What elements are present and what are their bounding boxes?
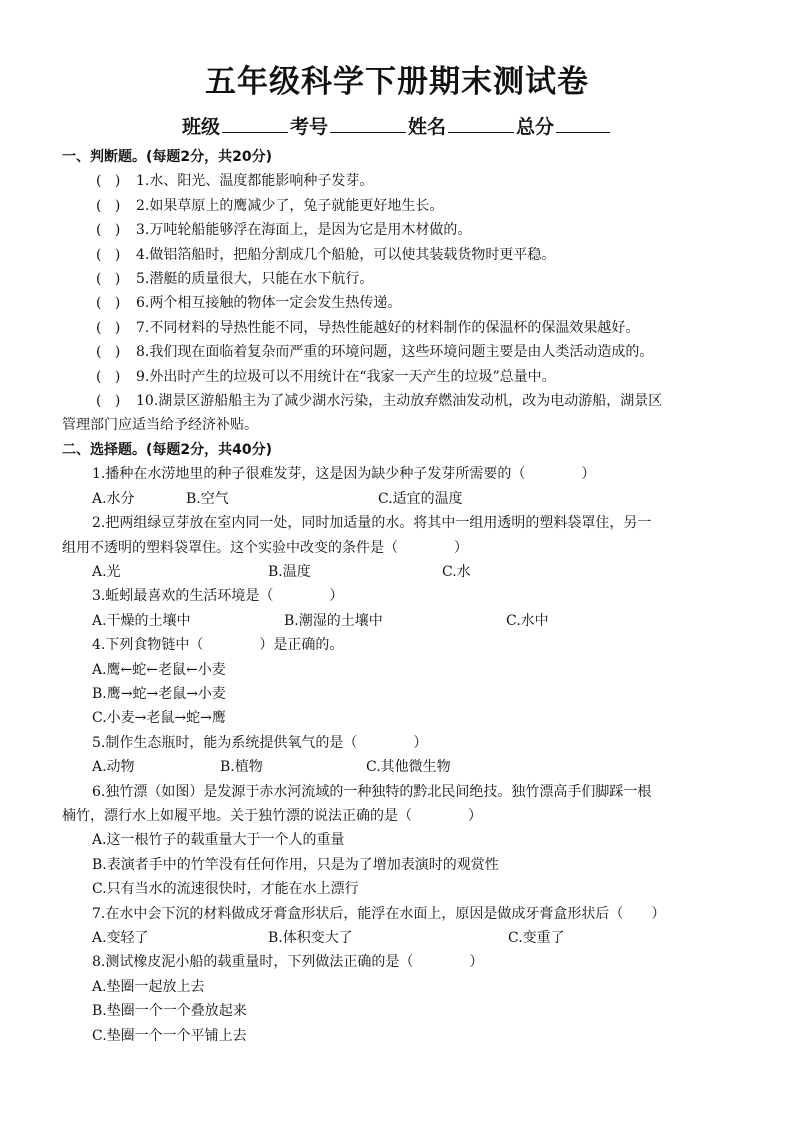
name-label: 姓名	[408, 116, 447, 138]
choice-options-5	[62, 755, 738, 779]
score-blank[interactable]	[556, 112, 610, 133]
page-title: 五年级科学下册期末测试卷	[205, 64, 589, 100]
option-b[interactable]: B.垫圈一个一个叠放起来	[92, 1003, 247, 1020]
answer-paren[interactable]: ( )	[96, 319, 121, 336]
choice-question-5: 5.制作生态瓶时，能为系统提供氧气的是（ ）	[92, 734, 428, 751]
option-c[interactable]: C.垫圈一个一个平铺上去	[92, 1027, 247, 1044]
choice-question-8: 8.测试橡皮泥小船的载重量时，下列做法正确的是（ ）	[92, 954, 484, 971]
answer-paren[interactable]: ( )	[96, 197, 121, 214]
option-b[interactable]: B.空气	[186, 490, 229, 507]
option-b[interactable]: B.表演者手中的竹竿没有任何作用，只是为了增加表演时的观赏性	[92, 856, 499, 873]
tf-item-6: ( ) 6.两个相互接触的物体一定会发生热传递。	[62, 291, 738, 315]
exam-no-blank[interactable]	[330, 112, 406, 133]
tf-item-9: ( ) 9.外出时产生的垃圾可以不用统计在“我家一天产生的垃圾”总量中。	[62, 365, 738, 389]
section-choice-heading: 二、选择题。(每题2分，共40分)	[62, 441, 273, 458]
tf-item-8: ( ) 8.我们现在面临着复杂而严重的环境问题，这些环境问题主要是由人类活动造成的。	[62, 340, 738, 364]
option-a[interactable]: A.水分	[92, 490, 135, 507]
option-b[interactable]: B.鹰→蛇→老鼠→小麦	[92, 685, 226, 702]
choice-question-6-continued: 楠竹，漂行水上如履平地。关于独竹漂的说法正确的是（ ）	[62, 807, 482, 824]
answer-paren[interactable]: ( )	[96, 368, 121, 385]
tf-item-1: ( ) 1.水、阳光、温度都能影响种子发芽。	[62, 169, 738, 193]
option-a[interactable]: A.干燥的土壤中	[92, 612, 191, 629]
option-b[interactable]: B.体积变大了	[268, 930, 353, 946]
score-label: 总分	[516, 116, 555, 138]
answer-paren[interactable]: ( )	[96, 295, 121, 312]
choice-options-7	[62, 926, 738, 950]
choice-question-6: 6.独竹漂（如图）是发源于赤水河流域的一种独特的黔北民间绝技。独竹漂高手们脚踩一根	[92, 783, 652, 800]
tf-item-10: ( ) 10.湖景区游船船主为了减少湖水污染，主动放弃燃油发动机，改为电动游船，湖景区	[62, 389, 738, 413]
option-a[interactable]: A.变轻了	[92, 930, 149, 946]
option-b[interactable]: B.植物	[220, 759, 263, 776]
option-a[interactable]: A.这一根竹子的载重量大于一个人的重量	[92, 832, 345, 849]
option-c[interactable]: C.只有当水的流速很快时，才能在水上漂行	[92, 881, 359, 898]
choice-question-7: 7.在水中会下沉的材料做成牙膏盒形状后，能浮在水面上，原因是做成牙膏盒形状后（ ）	[92, 905, 666, 922]
tf-item-4: ( ) 4.做铝箔船时，把船分割成几个船舱，可以使其装载货物时更平稳。	[62, 243, 738, 267]
choice-options-2	[62, 560, 738, 584]
option-a[interactable]: A.垫圈一起放上去	[92, 978, 205, 995]
option-b[interactable]: B.潮湿的土壤中	[284, 612, 383, 629]
choice-options-1	[62, 487, 738, 511]
tf-item-7: ( ) 7.不同材料的导热性能不同，导热性能越好的材料制作的保温杯的保温效果越好。	[62, 316, 738, 340]
tf-item-10-continued: 管理部门应适当给予经济补贴。	[62, 417, 258, 434]
choice-question-4: 4.下列食物链中（ ）是正确的。	[92, 637, 344, 654]
option-a[interactable]: A.动物	[92, 759, 135, 776]
tf-item-2: ( ) 2.如果草原上的鹰减少了，兔子就能更好地生长。	[62, 194, 738, 218]
answer-paren[interactable]: ( )	[96, 246, 121, 263]
name-blank[interactable]	[448, 112, 514, 133]
option-c[interactable]: C.水中	[506, 612, 549, 629]
option-c[interactable]: C.变重了	[508, 930, 565, 946]
option-b[interactable]: B.温度	[268, 563, 311, 580]
section-true-false-heading: 一、判断题。(每题2分，共20分)	[62, 149, 273, 165]
option-c[interactable]: C.小麦→老鼠→蛇→鹰	[92, 710, 226, 727]
tf-item-5: ( ) 5.潜艇的质量很大，只能在水下航行。	[62, 267, 738, 291]
class-label: 班级	[181, 116, 220, 138]
choice-options-3	[62, 609, 738, 633]
class-blank[interactable]	[222, 112, 288, 133]
exam-content	[62, 145, 738, 1048]
choice-question-1: 1.播种在水涝地里的种子很难发芽，这是因为缺少种子发芽所需要的（ ）	[92, 466, 596, 483]
option-c[interactable]: C.水	[442, 563, 471, 580]
exam-no-label: 考号	[289, 116, 328, 138]
choice-question-3: 3.蚯蚓最喜欢的生活环境是（ ）	[92, 588, 344, 605]
student-info-line	[0, 112, 794, 140]
option-c[interactable]: C.其他微生物	[366, 759, 451, 776]
option-c[interactable]: C.适宜的温度	[378, 490, 463, 507]
option-a[interactable]: A.鹰←蛇←老鼠←小麦	[92, 661, 226, 678]
choice-question-2: 2.把两组绿豆芽放在室内同一处，同时加适量的水。将其中一组用透明的塑料袋罩住，另一	[92, 515, 652, 532]
answer-paren[interactable]: ( )	[96, 271, 121, 288]
answer-paren[interactable]: ( )	[96, 222, 121, 239]
tf-item-3: ( ) 3.万吨轮船能够浮在海面上，是因为它是用木材做的。	[62, 218, 738, 242]
answer-paren[interactable]: ( )	[96, 393, 121, 410]
choice-question-2-continued: 组用不透明的塑料袋罩住。这个实验中改变的条件是（ ）	[62, 539, 468, 556]
option-a[interactable]: A.光	[92, 563, 121, 580]
answer-paren[interactable]: ( )	[96, 173, 121, 190]
answer-paren[interactable]: ( )	[96, 344, 121, 361]
